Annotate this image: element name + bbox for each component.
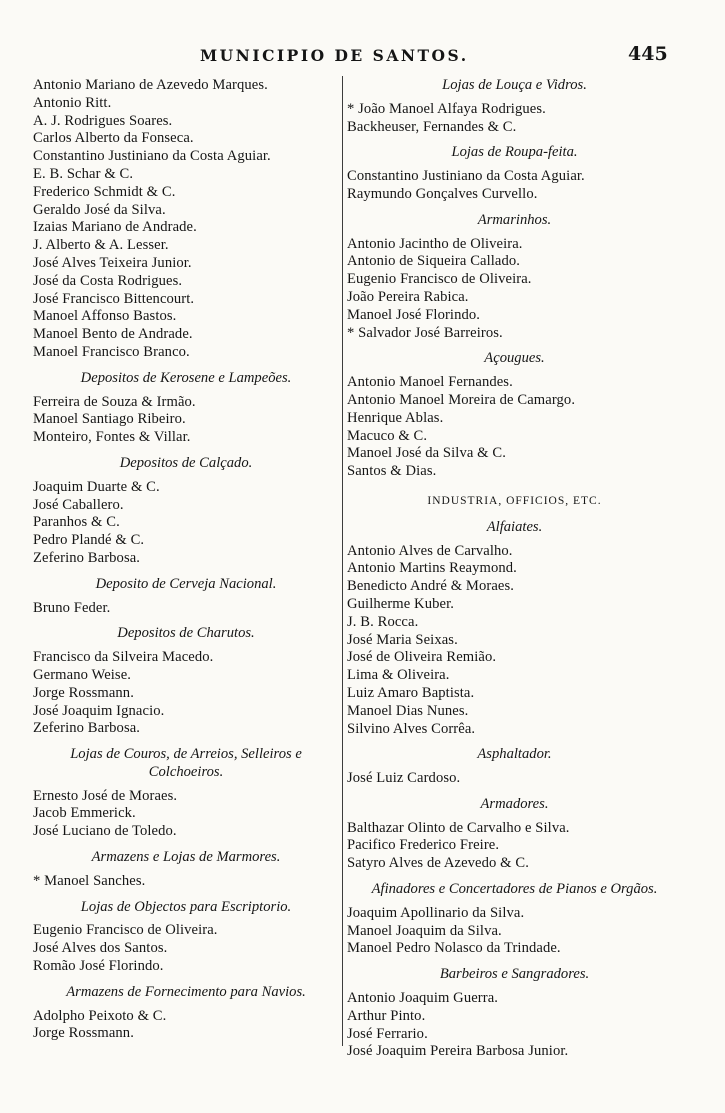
directory-entry: Manoel José Florindo. xyxy=(347,306,481,323)
directory-entry: Antonio Martins Reaymond. xyxy=(347,560,517,577)
section-heading: Lojas de Couros, de Arreios, Selleiros e Colchoeiros. xyxy=(70,746,302,780)
section-heading: Depositos de Charutos. xyxy=(117,625,255,642)
directory-entry: Joaquim Apollinario da Silva. xyxy=(347,904,525,921)
section-heading: Asphaltador. xyxy=(477,746,552,763)
directory-entry: Antonio Jacintho de Oliveira. xyxy=(347,235,523,252)
directory-entry: Manoel Dias Nunes. xyxy=(347,702,469,719)
section-heading: Deposito de Cerveja Nacional. xyxy=(95,575,277,592)
section-heading: Depositos de Kerosene e Lampeões. xyxy=(80,369,292,386)
section-heading: Armadores. xyxy=(480,795,549,812)
directory-entry: José Ferrario. xyxy=(347,1025,428,1042)
directory-entry: Antonio Alves de Carvalho. xyxy=(347,542,513,559)
directory-entry: Eugenio Francisco de Oliveira. xyxy=(347,271,532,288)
directory-entry: Backheuser, Fernandes & C. xyxy=(347,118,517,135)
section-heading: Lojas de Louça e Vidros. xyxy=(442,77,587,93)
section-heading: Barbeiros e Sangradores. xyxy=(439,966,590,983)
directory-entry: Germano Weise. xyxy=(33,666,132,683)
section-heading: Armazens de Fornecimento para Navios. xyxy=(66,983,306,1000)
page-title: MUNICIPIO DE SANTOS. xyxy=(200,46,469,65)
directory-entry: Lima & Oliveira. xyxy=(347,667,450,684)
directory-entry: Jorge Rossmann. xyxy=(33,684,134,701)
directory-entry: José Maria Seixas. xyxy=(347,631,458,648)
directory-entry: José Joaquim Ignacio. xyxy=(33,702,165,719)
directory-entry: Zeferino Barbosa. xyxy=(33,720,141,737)
directory-entry: * João Manoel Alfaya Rodrigues. xyxy=(347,100,546,117)
directory-entry: Antonio Mariano de Azevedo Marques. xyxy=(33,77,268,93)
directory-entry: Silvino Alves Corrêa. xyxy=(347,720,476,737)
section-heading: Depositos de Calçado. xyxy=(119,454,253,471)
section-heading: Armazens e Lojas de Marmores. xyxy=(91,849,281,866)
directory-entry: Francisco da Silveira Macedo. xyxy=(33,649,214,666)
directory-entry: José Joaquim Pereira Barbosa Junior. xyxy=(347,1043,569,1060)
directory-entry: Ernesto José de Moraes. xyxy=(33,787,178,804)
directory-entry: A. J. Rodrigues Soares. xyxy=(33,112,173,129)
directory-entry: Pedro Plandé & C. xyxy=(33,532,145,549)
directory-entry: José da Costa Rodrigues. xyxy=(33,272,183,289)
section-heading: Alfaiates. xyxy=(486,518,543,535)
directory-entry: Zeferino Barbosa. xyxy=(33,549,141,566)
section-heading: Lojas de Roupa-feita. xyxy=(451,144,578,161)
section-heading: Afinadores e Concertadores de Pianos e Orgãos. xyxy=(371,881,658,898)
directory-entry: Balthazar Olinto de Carvalho e Silva. xyxy=(347,819,570,836)
directory-entry: Jorge Rossmann. xyxy=(33,1025,134,1042)
directory-entry: Romão José Florindo. xyxy=(33,958,164,975)
directory-entry: Antonio de Siqueira Callado. xyxy=(347,253,521,270)
directory-entry: José Francisco Bittencourt. xyxy=(33,290,195,307)
directory-entry: José Alves Teixeira Junior. xyxy=(33,254,192,271)
directory-entry: Henrique Ablas. xyxy=(347,409,444,426)
directory-entry: Benedicto André & Moraes. xyxy=(347,578,515,595)
directory-entry: Constantino Justiniano da Costa Aguiar. xyxy=(347,168,585,185)
column-divider xyxy=(342,76,343,1046)
directory-entry: Bruno Feder. xyxy=(33,599,111,616)
section-heading: Açougues. xyxy=(484,350,545,367)
directory-entry: Antonio Manoel Moreira de Camargo. xyxy=(347,391,576,408)
directory-entry: * Manoel Sanches. xyxy=(33,872,146,889)
directory-entry: Antonio Joaquim Guerra. xyxy=(347,990,499,1007)
directory-entry: Antonio Manoel Fernandes. xyxy=(347,374,513,391)
directory-entry: José Luiz Cardoso. xyxy=(347,770,461,787)
directory-entry: João Pereira Rabica. xyxy=(347,288,469,305)
page-number: 445 xyxy=(628,43,668,65)
directory-entry: Luiz Amaro Baptista. xyxy=(347,684,475,701)
directory-entry: Guilherme Kuber. xyxy=(347,595,454,612)
directory-entry: E. B. Schar & C. xyxy=(33,165,134,182)
directory-entry: J. Alberto & A. Lesser. xyxy=(33,237,169,254)
directory-entry: Jacob Emmerick. xyxy=(33,805,136,822)
directory-entry: Ferreira de Souza & Irmão. xyxy=(33,393,196,410)
directory-entry: Joaquim Duarte & C. xyxy=(33,478,160,495)
directory-entry: José Luciano de Toledo. xyxy=(33,823,177,840)
directory-entry: Carlos Alberto da Fonseca. xyxy=(33,130,194,147)
directory-entry: Antonio Ritt. xyxy=(33,94,112,111)
directory-entry: Santos & Dias. xyxy=(347,463,437,480)
directory-entry: Satyro Alves de Azevedo & C. xyxy=(347,855,529,872)
directory-entry: Monteiro, Fontes & Villar. xyxy=(33,429,191,446)
directory-entry: Manoel José da Silva & C. xyxy=(347,445,506,462)
directory-entry: Eugenio Francisco de Oliveira. xyxy=(33,922,218,939)
directory-entry: Arthur Pinto. xyxy=(347,1007,426,1024)
left-column xyxy=(33,77,339,1043)
directory-entry: Manoel Santiago Ribeiro. xyxy=(33,411,186,428)
directory-entry: Pacifico Frederico Freire. xyxy=(347,837,500,854)
section-heading: Armarinhos. xyxy=(477,211,552,228)
section-heading: INDUSTRIA, OFFICIOS, ETC. xyxy=(427,494,602,507)
directory-entry: Manoel Joaquim da Silva. xyxy=(347,922,502,939)
directory-entry: J. B. Rocca. xyxy=(347,613,419,630)
directory-entry: Geraldo José da Silva. xyxy=(33,201,166,218)
page-header xyxy=(0,43,725,68)
directory-entry: Izaias Mariano de Andrade. xyxy=(33,219,197,236)
directory-entry: Paranhos & C. xyxy=(33,514,120,531)
directory-entry: Constantino Justiniano da Costa Aguiar. xyxy=(33,148,271,165)
right-column xyxy=(347,77,682,1061)
section-heading: Lojas de Objectos para Escriptorio. xyxy=(80,898,292,915)
directory-entry: José Alves dos Santos. xyxy=(33,940,168,957)
directory-entry: José de Oliveira Remião. xyxy=(347,649,497,666)
directory-entry: José Caballero. xyxy=(33,496,124,513)
directory-entry: Frederico Schmidt & C. xyxy=(33,183,176,200)
directory-entry: * Salvador José Barreiros. xyxy=(347,324,503,341)
directory-entry: Manoel Pedro Nolasco da Trindade. xyxy=(347,940,561,957)
directory-entry: Manoel Bento de Andrade. xyxy=(33,326,193,343)
directory-entry: Raymundo Gonçalves Curvello. xyxy=(347,185,538,202)
directory-entry: Manoel Affonso Bastos. xyxy=(33,308,177,325)
directory-entry: Manoel Francisco Branco. xyxy=(33,343,190,360)
directory-entry: Macuco & C. xyxy=(347,427,428,444)
directory-entry: Adolpho Peixoto & C. xyxy=(33,1007,167,1024)
